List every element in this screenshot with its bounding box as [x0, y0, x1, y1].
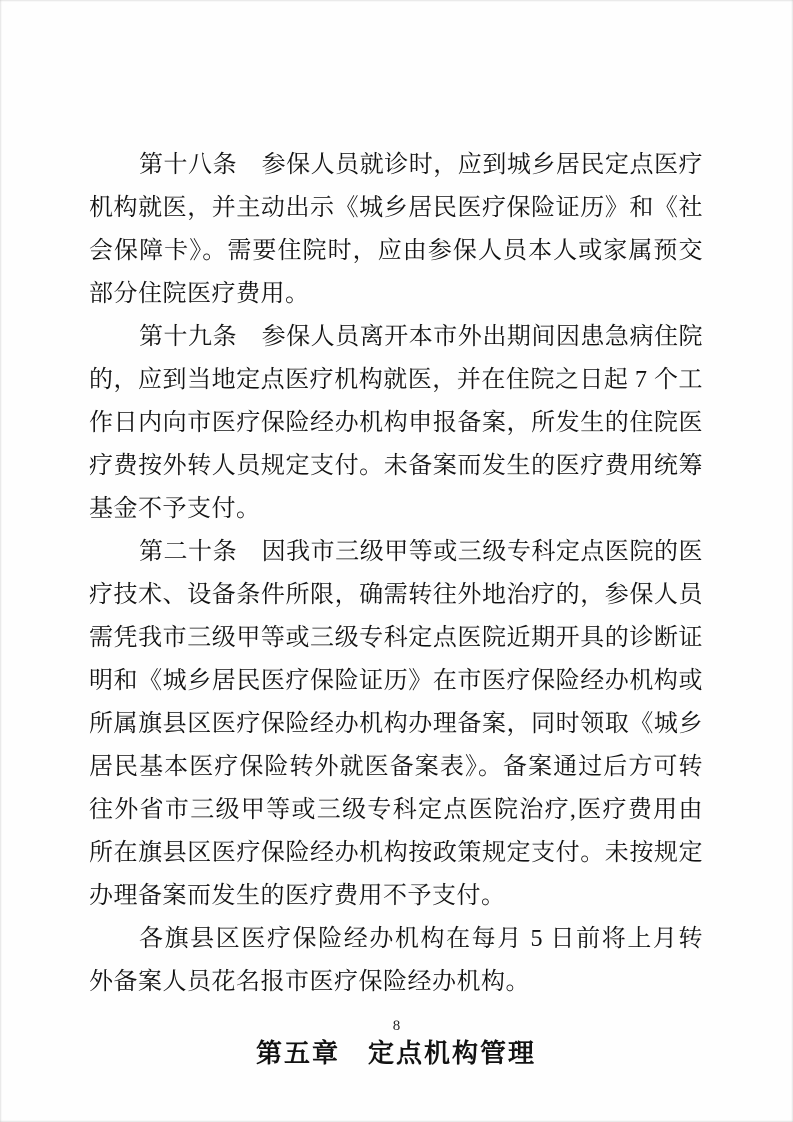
body-paragraph-article-20: 第二十条 因我市三级甲等或三级专科定点医院的医疗技术、设备条件所限，确需转往外地治疗的，参保人员需凭我市三级甲等或三级专科定点医院近期开具的诊断证明和《城乡居民医疗保险证历》在市医疗保险经办机构或所属旗县区医疗保险经办机构办理备案，同时领取《城乡居民基本医疗保险转外就医备案表》。备案通过后方可转往外省市三级甲等或三级专科定点医院治疗,医疗费用由所在旗县区医疗保险经办机构按政策规定支付。未按规定办理备案而发生的医疗费用不予支付。: [89, 539, 703, 909]
document-body: [89, 144, 703, 1076]
body-paragraph-article-18: 第十八条 参保人员就诊时，应到城乡居民定点医疗机构就医，并主动出示《城乡居民医疗保险证历》和《社会保障卡》。需要住院时，应由参保人员本人或家属预交部分住院医疗费用。: [89, 152, 703, 307]
chapter-heading: 第五章 定点机构管理: [255, 1039, 536, 1068]
body-paragraph-filing-roster: 各旗县区医疗保险经办机构在每月 5 日前将上月转外备案人员花名报市医疗保险经办机构。: [89, 926, 703, 995]
page-number: 8: [392, 1018, 401, 1034]
body-paragraph-article-19: 第十九条 参保人员离开本市外出期间因患急病住院的，应到当地定点医疗机构就医，并在住院之日起 7 个工作日内向市医疗保险经办机构申报备案，所发生的住院医疗费按外转人员规定支付。未备案而发生的医疗费用统筹基金不予支付。: [89, 324, 703, 522]
